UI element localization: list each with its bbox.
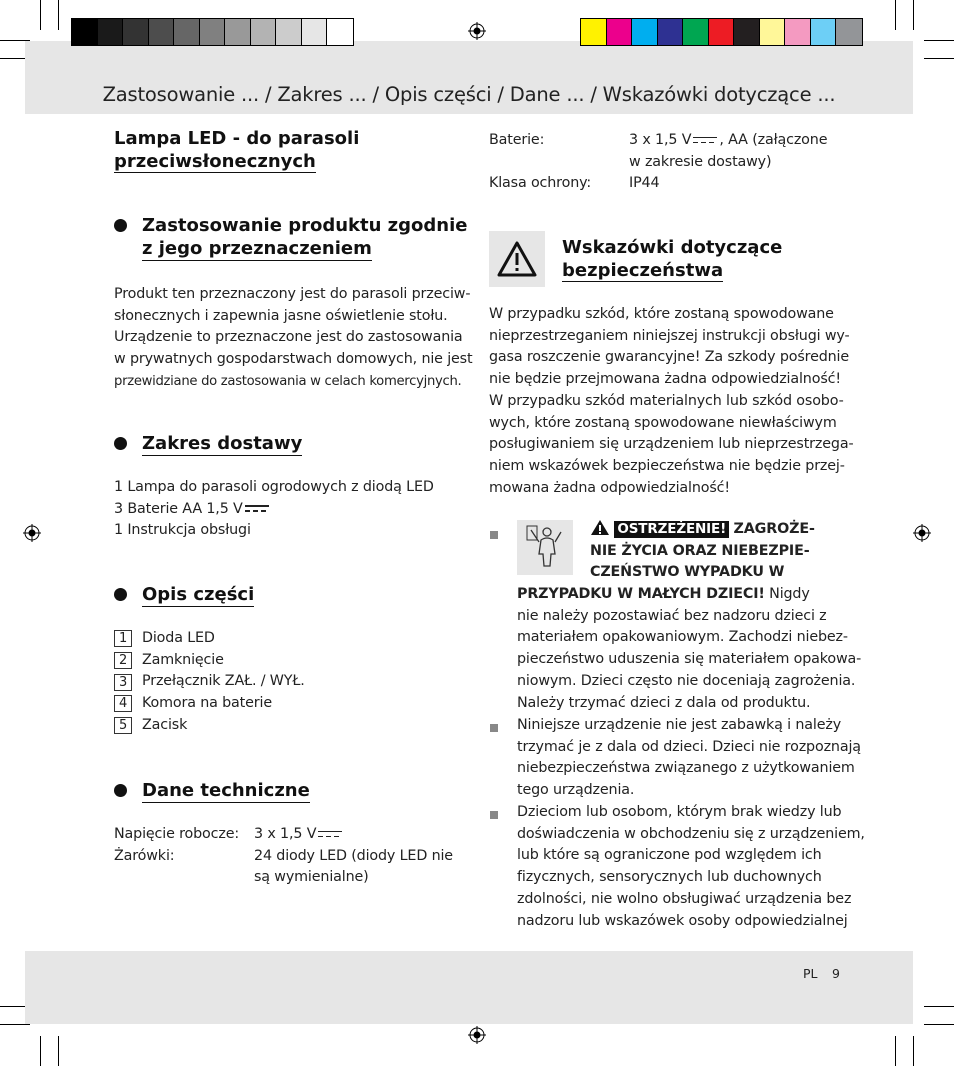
warning-heading-block bbox=[590, 519, 850, 584]
warning-heading-text: ZAGROŻE- bbox=[733, 521, 815, 537]
heading-text: Zakres dostawy bbox=[142, 433, 303, 454]
spec-key: Napięcie robocze: bbox=[114, 826, 240, 842]
bullet-text bbox=[517, 715, 861, 802]
color-swatch bbox=[72, 19, 98, 45]
spec-row bbox=[114, 846, 474, 889]
product-title-line2: przeciwsłonecznych bbox=[114, 151, 316, 172]
registration-mark-icon bbox=[23, 524, 41, 542]
part-number: 4 bbox=[114, 695, 132, 712]
color-swatch bbox=[836, 19, 862, 45]
color-swatch bbox=[811, 19, 837, 45]
bullet-square-icon bbox=[490, 811, 498, 819]
bullet-square-icon bbox=[490, 724, 498, 732]
spec-key: Klasa ochrony: bbox=[489, 175, 592, 192]
crop-mark bbox=[40, 0, 41, 30]
spec-key: Baterie: bbox=[489, 132, 545, 148]
spec-value bbox=[254, 846, 453, 889]
text-line: niem wskazówek bezpieczeństwa nie będzie przej- bbox=[489, 457, 845, 474]
warning-text bbox=[517, 584, 862, 714]
color-swatch bbox=[123, 19, 149, 45]
text-line: lub które są ograniczone pod względem ich bbox=[517, 847, 822, 864]
text-line: nie będzie przejmowana żadna odpowiedzialność! bbox=[489, 371, 841, 388]
color-calibration-bar bbox=[580, 18, 863, 46]
safety-heading bbox=[562, 236, 782, 282]
list-item bbox=[114, 693, 474, 715]
color-swatch bbox=[658, 19, 684, 45]
crop-mark bbox=[913, 0, 914, 30]
delivery-list bbox=[114, 477, 474, 542]
warning-triangle-icon bbox=[590, 519, 610, 536]
crop-mark bbox=[924, 1006, 954, 1007]
spec-value-line bbox=[629, 130, 827, 152]
color-swatch bbox=[251, 19, 277, 45]
section-delivery-heading bbox=[114, 432, 474, 455]
spec-value-line: w zakresie dostawy) bbox=[629, 153, 772, 170]
part-label: Komora na baterie bbox=[142, 695, 272, 712]
bullet-dot-icon bbox=[114, 437, 127, 450]
heading-text: Dane techniczne bbox=[142, 780, 310, 801]
tech-data-continued bbox=[489, 130, 849, 195]
spec-row bbox=[114, 824, 474, 846]
spec-value-text: 3 x 1,5 V bbox=[254, 826, 317, 842]
part-number: 2 bbox=[114, 652, 132, 669]
registration-mark-icon bbox=[913, 524, 931, 542]
spec-value-text: 3 x 1,5 V bbox=[629, 132, 692, 148]
text-line: trzymać je z dala od dzieci. Dzieci nie rozpoznają bbox=[517, 738, 861, 755]
crop-mark bbox=[0, 1024, 30, 1025]
text-line: posługiwaniem się urządzeniem lub nieprzestrzega- bbox=[489, 436, 854, 453]
color-swatch bbox=[734, 19, 760, 45]
part-label: Przełącznik ZAŁ. / WYŁ. bbox=[142, 673, 305, 690]
bullet-text bbox=[517, 802, 865, 932]
list-item bbox=[114, 715, 474, 737]
tech-data bbox=[114, 824, 474, 889]
section-parts-heading bbox=[114, 583, 474, 606]
warning-label: OSTRZEŻENIE! bbox=[614, 521, 729, 538]
spec-value bbox=[629, 130, 827, 173]
safety-warning-box bbox=[489, 231, 545, 287]
color-swatch bbox=[607, 19, 633, 45]
list-item bbox=[114, 650, 474, 672]
gray-color-bar bbox=[71, 18, 354, 46]
warning-heading-text: PRZYPADKU W MAŁYCH DZIECI! bbox=[517, 586, 765, 602]
color-swatch bbox=[276, 19, 302, 45]
text-line: niowym. Dzieci często nie doceniają zagrożenia. bbox=[517, 672, 856, 689]
text-line: tego urządzenia. bbox=[517, 782, 635, 799]
text-line: mowana żadna odpowiedzialność! bbox=[489, 479, 730, 496]
section-intended-use-heading bbox=[114, 214, 474, 260]
part-label: Dioda LED bbox=[142, 630, 215, 646]
parts-list bbox=[114, 628, 474, 736]
bullet-dot-icon bbox=[114, 588, 127, 601]
safety-heading-line2: bezpieczeństwa bbox=[562, 260, 724, 281]
color-swatch bbox=[683, 19, 709, 45]
section-tech-heading bbox=[114, 779, 474, 802]
page-number: 9 bbox=[832, 966, 840, 981]
heading-text: Opis części bbox=[142, 584, 255, 605]
footer-lang: PL bbox=[803, 966, 818, 981]
crop-mark bbox=[924, 58, 954, 59]
delivery-item: 1 Instrukcja obsługi bbox=[114, 522, 251, 539]
spec-value-line: 24 diody LED (diody LED nie bbox=[254, 847, 453, 864]
dc-symbol-icon bbox=[245, 504, 269, 513]
crop-mark bbox=[895, 1036, 896, 1066]
page-header-title: Zastosowanie ... / Zakres ... / Opis części / Dane ... / Wskazówki dotyczące ... bbox=[102, 83, 836, 106]
text-line: Dzieciom lub osobom, którym brak wiedzy lub bbox=[517, 804, 842, 820]
color-swatch bbox=[760, 19, 786, 45]
text-line: w prywatnych gospodarstwach domowych, nie jest bbox=[114, 351, 473, 368]
text-line: gasa roszczenie gwarancyjne! Za szkody pośrednie bbox=[489, 349, 850, 366]
crop-mark bbox=[924, 1024, 954, 1025]
spec-value bbox=[254, 824, 344, 846]
color-swatch bbox=[581, 19, 607, 45]
color-swatch bbox=[785, 19, 811, 45]
crop-mark bbox=[913, 1036, 914, 1066]
text-line: W przypadku szkód, które zostaną spowodowane bbox=[489, 306, 834, 322]
color-swatch bbox=[302, 19, 328, 45]
list-item bbox=[114, 628, 474, 650]
footer-band bbox=[25, 951, 913, 1024]
text-line: Należy trzymać dzieci z dala od produktu. bbox=[517, 694, 811, 711]
text-line: nieprzestrzeganiem niniejszej instrukcji obsługi wy- bbox=[489, 327, 850, 344]
crop-mark bbox=[40, 1036, 41, 1066]
product-title-line1: Lampa LED - do parasoli bbox=[114, 128, 360, 149]
text-line: niebezpieczeństwa związanego z użytkowaniem bbox=[517, 760, 855, 777]
spec-value-line: są wymienialne) bbox=[254, 869, 369, 886]
crop-mark bbox=[58, 0, 59, 30]
crop-mark bbox=[58, 1036, 59, 1066]
text-line: doświadczenia w obchodzeniu się z urządzeniem, bbox=[517, 825, 865, 842]
crop-mark bbox=[895, 0, 896, 30]
heading-line: z jego przeznaczeniem bbox=[142, 238, 372, 259]
warning-heading-line bbox=[590, 519, 850, 541]
spec-value: IP44 bbox=[629, 175, 660, 192]
registration-mark-icon bbox=[468, 1026, 486, 1044]
text-line: wych, które zostaną spowodowane niewłaściwym bbox=[489, 414, 837, 431]
product-title bbox=[114, 127, 359, 173]
warning-triangle-icon bbox=[489, 231, 545, 287]
heading-line: Zastosowanie produktu zgodnie bbox=[142, 215, 468, 236]
text-line: słonecznych i zapewnia jasne oświetlenie stołu. bbox=[114, 307, 448, 324]
text-fragment: Nigdy bbox=[764, 586, 810, 602]
spec-value-text: , AA (załączone bbox=[719, 132, 828, 148]
child-warning-icon-box bbox=[517, 520, 573, 575]
text-line: Produkt ten przeznaczony jest do parasoli przeciw- bbox=[114, 286, 471, 302]
text-line: materiałem opakowaniowym. Zachodzi niebez- bbox=[517, 629, 848, 646]
text-line: nadzoru lub wskazówek osoby odpowiedzialnej bbox=[517, 912, 848, 929]
registration-mark-icon bbox=[468, 22, 486, 40]
text-line: zdolności, nie wolno obsługiwać urządzenia bez bbox=[517, 890, 852, 907]
color-swatch bbox=[709, 19, 735, 45]
warning-heading-line: CZEŃSTWO WYPADKU W bbox=[590, 564, 785, 581]
text-line: pieczeństwo uduszenia się materiałem opakowa- bbox=[517, 651, 862, 668]
delivery-item: 1 Lampa do parasoli ogrodowych z diodą LED bbox=[114, 479, 434, 495]
warning-heading-line: NIE ŻYCIA ORAZ NIEBEZPIE- bbox=[590, 542, 810, 559]
color-swatch bbox=[327, 19, 353, 45]
color-swatch bbox=[149, 19, 175, 45]
text-line bbox=[517, 584, 852, 606]
text-line: przewidziane do zastosowania w celach komercyjnych. bbox=[114, 373, 462, 389]
dc-symbol-icon bbox=[318, 830, 342, 839]
text-line: Urządzenie to przeznaczone jest do zastosowania bbox=[114, 329, 463, 346]
warning-badge bbox=[590, 519, 610, 536]
crop-mark bbox=[924, 40, 954, 41]
text-line: nie należy pozostawiać bez nadzoru dzieci z bbox=[517, 607, 827, 624]
intended-use-text bbox=[114, 284, 474, 393]
part-number: 5 bbox=[114, 717, 132, 734]
list-item bbox=[114, 671, 474, 693]
text-line: W przypadku szkód materialnych lub szkód osobo- bbox=[489, 392, 844, 409]
color-swatch bbox=[200, 19, 226, 45]
bullet-dot-icon bbox=[114, 219, 127, 232]
spec-row bbox=[489, 130, 849, 173]
color-swatch bbox=[174, 19, 200, 45]
delivery-item-text: 3 Baterie AA 1,5 V bbox=[114, 500, 243, 517]
dc-symbol-icon bbox=[693, 136, 717, 145]
spec-key: Żarówki: bbox=[114, 847, 175, 864]
color-swatch bbox=[225, 19, 251, 45]
text-line: Niniejsze urządzenie nie jest zabawką i należy bbox=[517, 717, 842, 733]
color-swatch bbox=[98, 19, 124, 45]
child-with-bag-icon bbox=[517, 520, 573, 575]
safety-heading-line1: Wskazówki dotyczące bbox=[562, 237, 783, 258]
part-number: 1 bbox=[114, 630, 132, 647]
text-line: fizycznych, sensorycznych lub duchownych bbox=[517, 869, 822, 886]
part-label: Zamknięcie bbox=[142, 651, 224, 668]
spec-row bbox=[489, 173, 849, 195]
bullet-dot-icon bbox=[114, 784, 127, 797]
part-label: Zacisk bbox=[142, 716, 188, 733]
delivery-item bbox=[114, 499, 474, 521]
color-swatch bbox=[632, 19, 658, 45]
bullet-square-icon bbox=[490, 531, 498, 539]
safety-text bbox=[489, 304, 854, 499]
part-number: 3 bbox=[114, 674, 132, 691]
